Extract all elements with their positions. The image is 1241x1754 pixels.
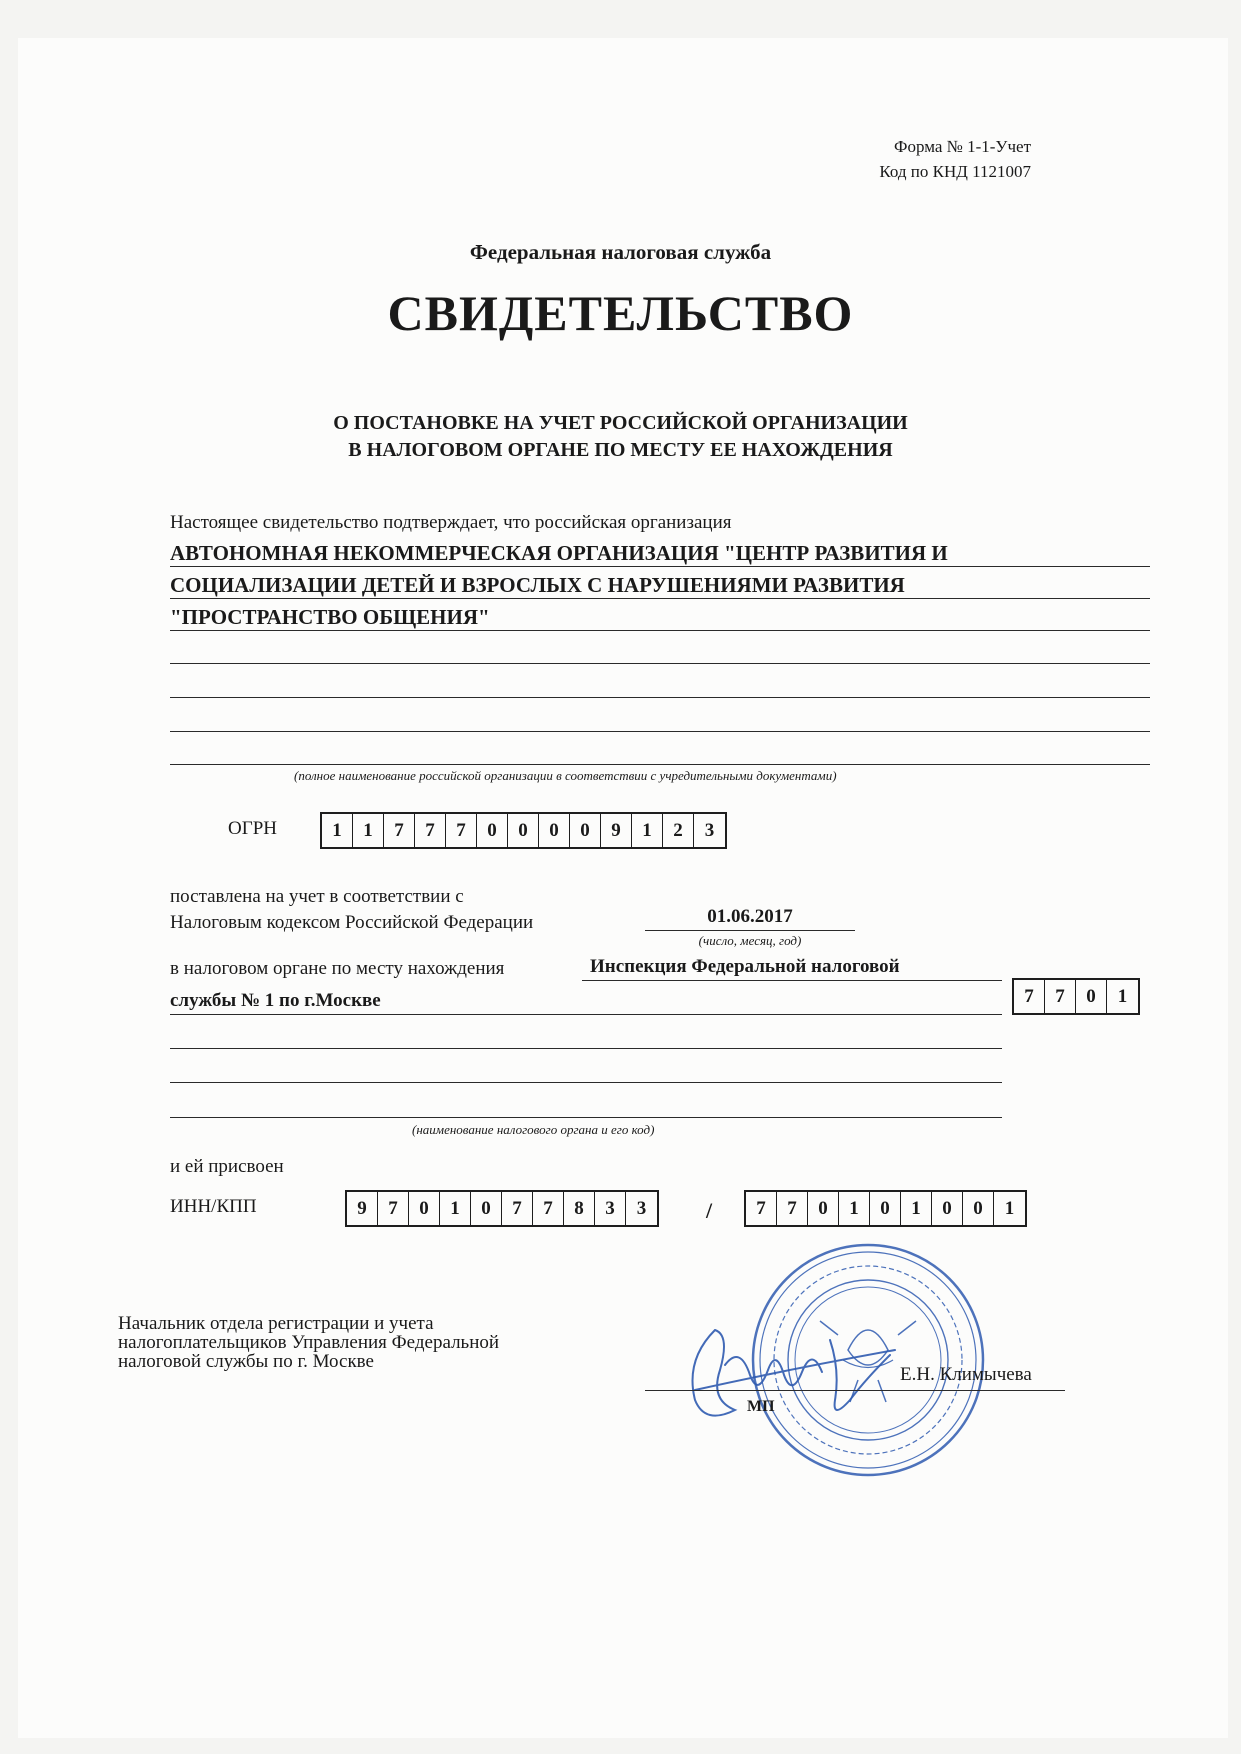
authority-code-boxes xyxy=(1012,978,1140,1015)
subtitle xyxy=(0,410,1241,464)
kpp-digit: 0 xyxy=(870,1192,901,1225)
ogrn-digit: 3 xyxy=(704,819,715,841)
inn-digit: 3 xyxy=(636,1197,647,1219)
ogrn-digit: 7 xyxy=(384,814,415,847)
org-name-caption: (полное наименование российской организации в соответствии с учредительными документами) xyxy=(294,768,837,783)
page-title: СВИДЕТЕЛЬСТВО xyxy=(387,285,854,341)
kpp-digit: 7 xyxy=(746,1192,777,1225)
form-line xyxy=(170,731,1150,732)
kpp-digit: 1 xyxy=(839,1192,870,1225)
subtitle-line-1: О ПОСТАНОВКЕ НА УЧЕТ РОССИЙСКОЙ ОРГАНИЗАЦИИ xyxy=(333,412,908,434)
org-name-line-3: "ПРОСТРАНСТВО ОБЩЕНИЯ" xyxy=(170,605,490,629)
authority-caption: (наименование налогового органа и его код) xyxy=(412,1122,655,1137)
ogrn-digit: 7 xyxy=(415,814,446,847)
ogrn-boxes xyxy=(320,812,727,849)
ogrn-digit: 0 xyxy=(570,814,601,847)
kpp-digit: 1 xyxy=(1004,1197,1015,1219)
org-name-line-2: СОЦИАЛИЗАЦИИ ДЕТЕЙ И ВЗРОСЛЫХ С НАРУШЕНИЯМИ РАЗВИТИЯ xyxy=(170,573,905,597)
ogrn-digit: 0 xyxy=(477,814,508,847)
inn-digit: 1 xyxy=(440,1192,471,1225)
authority-line-2: службы № 1 по г.Москве xyxy=(170,990,381,1011)
inn-digit: 3 xyxy=(595,1192,626,1225)
form-line xyxy=(170,1014,1002,1015)
ogrn-digit: 7 xyxy=(446,814,477,847)
form-line xyxy=(170,1048,1002,1049)
kpp-digit: 0 xyxy=(963,1192,994,1225)
ogrn-label: ОГРН xyxy=(228,818,277,839)
authority-code-digit: 0 xyxy=(1076,980,1107,1013)
seal-place-mp: МП xyxy=(747,1398,775,1415)
form-info xyxy=(879,134,1031,184)
form-line xyxy=(170,598,1150,599)
inn-digit: 8 xyxy=(564,1192,595,1225)
form-number: Форма № 1-1-Учет xyxy=(894,137,1031,156)
agency-name: Федеральная налоговая служба xyxy=(469,240,772,264)
authority-prefix: в налоговом органе по месту нахождения xyxy=(170,958,505,979)
ogrn-digit: 9 xyxy=(601,814,632,847)
handwritten-signature xyxy=(655,1290,925,1440)
ogrn-digit: 1 xyxy=(322,814,353,847)
assigned-text: и ей присвоен xyxy=(170,1156,284,1177)
authority-code-digit: 7 xyxy=(1045,980,1076,1013)
kpp-digit: 1 xyxy=(901,1192,932,1225)
subtitle-line-2: В НАЛОГОВОМ ОРГАНЕ ПО МЕСТУ ЕЕ НАХОЖДЕНИЯ xyxy=(348,439,893,461)
form-line xyxy=(170,663,1150,664)
inn-digit: 7 xyxy=(533,1192,564,1225)
knd-code: Код по КНД 1121007 xyxy=(879,162,1031,181)
authority-code-digit: 1 xyxy=(1117,985,1128,1007)
signatory-position xyxy=(118,1314,499,1371)
signatory-position-line-2: налогоплательщиков Управления Федеральной xyxy=(118,1332,500,1353)
signature-line xyxy=(645,1390,1065,1391)
ogrn-digit: 2 xyxy=(663,814,694,847)
date-line xyxy=(645,930,855,931)
inn-kpp-label: ИНН/КПП xyxy=(170,1196,257,1217)
kpp-digit: 7 xyxy=(777,1192,808,1225)
inn-digit: 7 xyxy=(502,1192,533,1225)
form-line xyxy=(582,980,1002,981)
kpp-digit: 0 xyxy=(808,1192,839,1225)
inn-digit: 9 xyxy=(347,1192,378,1225)
registration-line-2: Налоговым кодексом Российской Федерации xyxy=(170,912,534,933)
inn-digit: 0 xyxy=(471,1192,502,1225)
inn-kpp-separator: / xyxy=(706,1198,713,1223)
authority-code-digit: 7 xyxy=(1014,980,1045,1013)
signatory-position-line-3: налоговой службы по г. Москве xyxy=(118,1351,374,1372)
registration-date: 01.06.2017 xyxy=(707,906,793,927)
ogrn-digit: 0 xyxy=(539,814,570,847)
ogrn-digit: 1 xyxy=(353,814,384,847)
date-caption: (число, месяц, год) xyxy=(698,933,802,948)
ogrn-digit: 1 xyxy=(632,814,663,847)
form-line xyxy=(170,630,1150,631)
inn-digit: 7 xyxy=(378,1192,409,1225)
kpp-digit: 0 xyxy=(932,1192,963,1225)
authority-line-1: Инспекция Федеральной налоговой xyxy=(590,956,900,977)
inn-digit: 0 xyxy=(409,1192,440,1225)
signatory-name: Е.Н. Климычева xyxy=(900,1364,1032,1385)
org-name-line-1: АВТОНОМНАЯ НЕКОММЕРЧЕСКАЯ ОРГАНИЗАЦИЯ "ЦЕНТР РАЗВИТИЯ И xyxy=(170,541,948,565)
form-line xyxy=(170,566,1150,567)
intro-text: Настоящее свидетельство подтверждает, что российская организация xyxy=(170,512,732,533)
ogrn-digit: 0 xyxy=(508,814,539,847)
signatory-position-line-1: Начальник отдела регистрации и учета xyxy=(118,1313,434,1334)
registration-line-1: поставлена на учет в соответствии с xyxy=(170,886,464,907)
form-line xyxy=(170,1082,1002,1083)
form-line xyxy=(170,1117,1002,1118)
inn-boxes xyxy=(345,1190,659,1227)
form-line xyxy=(170,764,1150,765)
kpp-boxes xyxy=(744,1190,1027,1227)
form-line xyxy=(170,697,1150,698)
